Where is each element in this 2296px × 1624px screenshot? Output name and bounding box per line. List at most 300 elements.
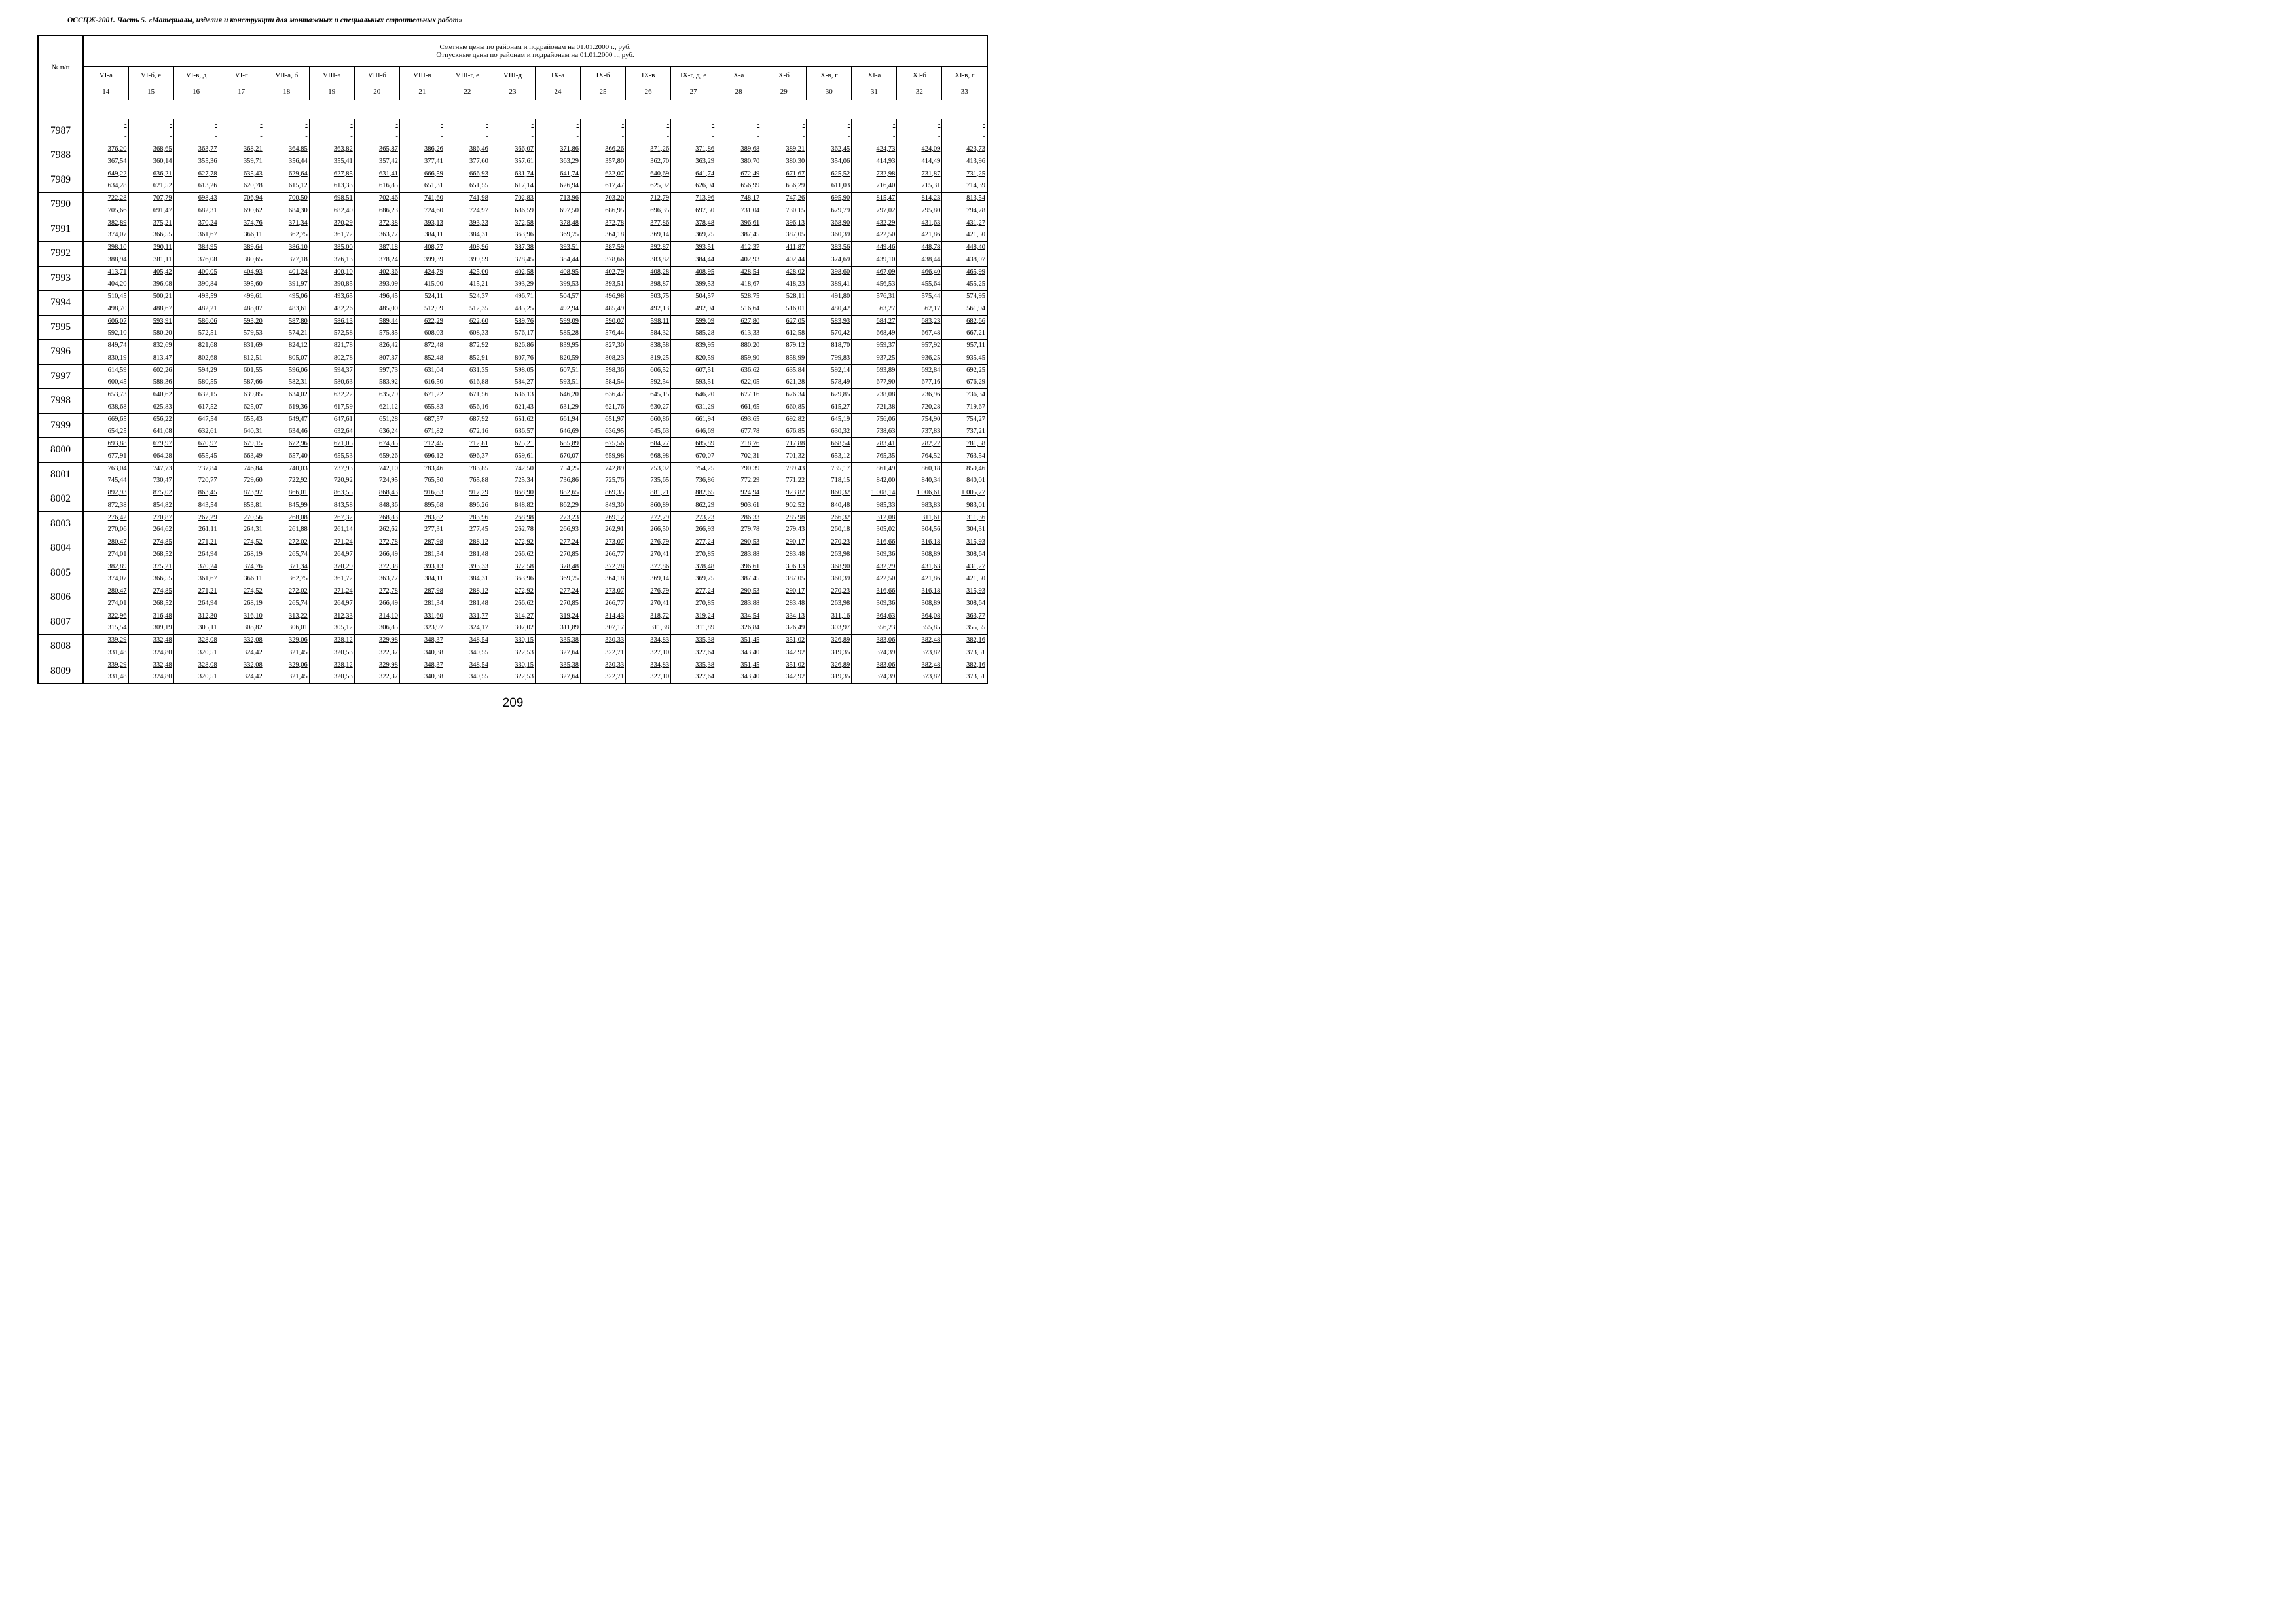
- estimate-price: 311,61: [921, 513, 941, 521]
- estimate-price: 661,94: [695, 415, 715, 423]
- estimate-price: 684,77: [650, 440, 670, 447]
- release-price: 731,04: [740, 206, 760, 214]
- price-cell: [354, 364, 399, 389]
- estimate-price: 363,77: [198, 145, 217, 153]
- price-cell: [445, 364, 490, 389]
- price-cell: [942, 487, 987, 512]
- price-cell: [445, 413, 490, 438]
- price-cell: [128, 168, 173, 193]
- price-cell: [626, 143, 671, 168]
- estimate-price: 271,24: [333, 587, 353, 595]
- estimate-price: 789,43: [786, 464, 805, 472]
- price-cell: [852, 119, 897, 143]
- price-cell: [671, 561, 716, 585]
- price-cell: [942, 266, 987, 291]
- table-row: [38, 438, 987, 463]
- estimate-price: 737,84: [198, 464, 217, 472]
- release-price: 655,45: [198, 452, 217, 460]
- release-price: 322,53: [515, 673, 534, 680]
- estimate-price: 882,65: [560, 489, 579, 496]
- row-number: 8004: [38, 536, 83, 561]
- price-cell: [354, 536, 399, 561]
- release-price: -: [983, 133, 985, 140]
- column-number: 20: [354, 84, 399, 100]
- release-price: 327,10: [650, 648, 670, 656]
- price-cell: [671, 315, 716, 340]
- release-price: 659,26: [378, 452, 398, 460]
- estimate-price: 390,11: [153, 244, 172, 251]
- price-cell: [897, 266, 942, 291]
- release-price: 625,92: [650, 182, 670, 189]
- release-price: 390,85: [333, 280, 353, 287]
- estimate-price: 685,89: [560, 440, 579, 447]
- estimate-price: 627,85: [333, 170, 353, 177]
- release-price: 584,27: [515, 378, 534, 386]
- release-price: 262,91: [605, 526, 625, 533]
- price-cell: [309, 487, 354, 512]
- release-price: 384,11: [424, 231, 443, 238]
- release-price: 516,64: [740, 304, 760, 312]
- estimate-price: 368,65: [153, 145, 172, 153]
- price-cell: [399, 242, 445, 267]
- price-cell: [445, 438, 490, 463]
- price-cell: [490, 193, 535, 217]
- estimate-price: 467,09: [876, 268, 896, 276]
- estimate-price: 377,86: [650, 563, 670, 570]
- release-price: 399,53: [560, 280, 579, 287]
- price-cell: [399, 561, 445, 585]
- price-cell: [445, 511, 490, 536]
- estimate-price: 661,94: [560, 415, 579, 423]
- page-number: 209: [502, 696, 524, 710]
- estimate-price: 647,61: [333, 415, 353, 423]
- release-price: 354,06: [831, 157, 850, 165]
- price-cell: [626, 536, 671, 561]
- price-cell: [852, 659, 897, 684]
- release-price: 512,35: [469, 304, 488, 312]
- price-cell: [83, 635, 128, 659]
- estimate-price: 316,18: [921, 587, 941, 595]
- release-price: 656,99: [740, 182, 760, 189]
- release-price: 690,62: [243, 206, 263, 214]
- release-price: 366,11: [244, 575, 263, 582]
- price-cell: [399, 635, 445, 659]
- estimate-price: 366,26: [605, 145, 625, 153]
- release-price: 279,78: [740, 526, 760, 533]
- price-cell: [354, 389, 399, 414]
- estimate-price: 431,63: [921, 219, 941, 227]
- release-price: 306,85: [378, 624, 398, 631]
- price-cell: [264, 266, 309, 291]
- estimate-price: 606,07: [107, 317, 127, 325]
- price-cell: [219, 438, 264, 463]
- release-price: 393,09: [378, 280, 398, 287]
- estimate-price: 372,78: [605, 219, 625, 227]
- release-price: 306,01: [288, 624, 308, 631]
- column-number: 21: [399, 84, 445, 100]
- release-price: 361,67: [198, 575, 217, 582]
- estimate-price: 754,25: [695, 464, 715, 472]
- release-price: 387,05: [786, 231, 805, 238]
- price-cell: [309, 585, 354, 610]
- estimate-price: 916,83: [424, 489, 443, 496]
- price-cell: [173, 364, 219, 389]
- estimate-price: 783,85: [469, 464, 488, 472]
- release-price: 936,25: [921, 354, 941, 361]
- estimate-price: 424,79: [424, 268, 443, 276]
- release-price: 735,65: [650, 477, 670, 484]
- release-price: 268,19: [243, 599, 263, 607]
- release-price: 701,32: [786, 452, 805, 460]
- price-cell: [173, 119, 219, 143]
- release-price: 664,28: [153, 452, 172, 460]
- price-cell: [626, 585, 671, 610]
- release-price: 266,49: [378, 599, 398, 607]
- price-cell: [445, 561, 490, 585]
- estimate-price: 335,38: [560, 661, 579, 669]
- release-price: 266,93: [695, 526, 715, 533]
- estimate-price: 389,64: [243, 244, 263, 251]
- estimate-price: 283,96: [469, 513, 488, 521]
- release-price: 616,88: [469, 378, 488, 386]
- release-price: 686,95: [605, 206, 625, 214]
- estimate-price: 1 008,14: [871, 489, 896, 496]
- estimate-price: 832,69: [153, 342, 172, 349]
- price-cell: [807, 340, 852, 365]
- estimate-price: 702,83: [515, 194, 534, 202]
- price-cell: [626, 413, 671, 438]
- price-cell: [173, 511, 219, 536]
- estimate-price: 382,89: [107, 563, 127, 570]
- price-cell: [897, 143, 942, 168]
- estimate-price: 335,38: [560, 637, 579, 644]
- estimate-price: 493,59: [198, 293, 217, 300]
- release-price: 842,00: [876, 477, 896, 484]
- estimate-price: 651,62: [515, 415, 534, 423]
- estimate-price: 496,98: [605, 293, 625, 300]
- price-cell: [942, 462, 987, 487]
- price-cell: [942, 659, 987, 684]
- price-cell: [761, 536, 807, 561]
- estimate-price: 386,46: [469, 145, 488, 153]
- release-price: -: [441, 133, 443, 140]
- release-price: 367,54: [107, 157, 127, 165]
- price-cell: [626, 635, 671, 659]
- price-cell: [445, 119, 490, 143]
- estimate-price: 671,56: [469, 391, 488, 398]
- estimate-price: 713,96: [695, 194, 715, 202]
- release-price: 281,48: [469, 550, 488, 558]
- price-cell: [219, 462, 264, 487]
- table-row: [38, 659, 987, 684]
- estimate-price: 742,89: [605, 464, 625, 472]
- price-cell: [399, 340, 445, 365]
- release-price: 903,61: [740, 501, 760, 509]
- estimate-price: 370,24: [198, 219, 217, 227]
- release-price: 421,86: [921, 575, 941, 582]
- estimate-price: 311,16: [831, 612, 850, 619]
- price-cell: [761, 291, 807, 316]
- estimate-price: 575,44: [921, 293, 941, 300]
- estimate-price: 398,10: [107, 244, 127, 251]
- release-price: 677,90: [876, 378, 896, 386]
- release-price: 676,29: [966, 378, 985, 386]
- release-price: 378,66: [605, 255, 625, 263]
- estimate-price: 375,21: [153, 219, 172, 227]
- price-cell: [219, 659, 264, 684]
- release-price: 584,54: [605, 378, 625, 386]
- release-price: 324,80: [153, 648, 172, 656]
- release-price: 840,01: [966, 477, 985, 484]
- release-price: 655,53: [333, 452, 353, 460]
- estimate-price: 586,06: [198, 317, 217, 325]
- release-price: 572,51: [198, 329, 217, 337]
- estimate-price: 868,43: [378, 489, 398, 496]
- estimate-price: 363,77: [966, 612, 985, 619]
- price-cell: [309, 511, 354, 536]
- price-cell: [309, 143, 354, 168]
- row-number: 7996: [38, 340, 83, 365]
- price-cell: [354, 462, 399, 487]
- release-price: 765,88: [469, 477, 488, 484]
- estimate-price: 957,92: [921, 342, 941, 349]
- release-price: 668,98: [650, 452, 670, 460]
- release-price: 848,82: [515, 501, 534, 509]
- estimate-price: 331,77: [469, 612, 488, 619]
- estimate-price: 594,29: [198, 366, 217, 374]
- region-header: XI-в, г: [942, 66, 987, 84]
- release-price: 421,86: [921, 231, 941, 238]
- estimate-price: 641,74: [560, 170, 579, 177]
- estimate-price: 277,24: [560, 538, 579, 545]
- estimate-price: 364,63: [876, 612, 896, 619]
- estimate-price: 432,29: [876, 563, 896, 570]
- estimate-price: 365,87: [378, 145, 398, 153]
- estimate-price: -: [486, 120, 488, 128]
- price-cell: [264, 315, 309, 340]
- estimate-price: 754,27: [966, 415, 985, 423]
- price-cell: [626, 389, 671, 414]
- release-price: 696,37: [469, 452, 488, 460]
- release-price: 656,16: [469, 403, 488, 411]
- release-price: 308,64: [966, 599, 985, 607]
- price-cell: [761, 511, 807, 536]
- release-price: -: [350, 133, 353, 140]
- estimate-price: 866,01: [288, 489, 308, 496]
- estimate-price: 629,64: [288, 170, 308, 177]
- release-price: 383,82: [650, 255, 670, 263]
- price-cell: [354, 315, 399, 340]
- release-price: 373,51: [966, 648, 985, 656]
- release-price: 621,43: [515, 403, 534, 411]
- release-price: 492,13: [650, 304, 670, 312]
- estimate-price: 290,17: [786, 587, 805, 595]
- price-cell: [852, 536, 897, 561]
- estimate-price: 465,99: [966, 268, 985, 276]
- estimate-price: 351,02: [786, 637, 805, 644]
- estimate-price: 448,40: [966, 244, 985, 251]
- release-price: 374,39: [876, 673, 896, 680]
- release-price: 724,95: [378, 477, 398, 484]
- price-cell: [626, 487, 671, 512]
- release-price: 720,28: [921, 403, 941, 411]
- price-cell: [173, 610, 219, 635]
- price-cell: [219, 511, 264, 536]
- price-cell: [83, 168, 128, 193]
- price-cell: [761, 635, 807, 659]
- release-price: 715,31: [921, 182, 941, 189]
- price-cell: [309, 291, 354, 316]
- estimate-price: 371,86: [695, 145, 715, 153]
- price-cell: [490, 217, 535, 242]
- price-cell: [716, 242, 761, 267]
- release-price: 304,56: [921, 526, 941, 533]
- release-price: 585,28: [560, 329, 579, 337]
- price-cell: [807, 119, 852, 143]
- price-cell: [264, 635, 309, 659]
- price-cell: [219, 389, 264, 414]
- estimate-price: 274,52: [243, 538, 263, 545]
- release-price: 270,41: [650, 550, 670, 558]
- release-price: 421,50: [966, 575, 985, 582]
- price-cell: [128, 315, 173, 340]
- release-price: 377,41: [424, 157, 443, 165]
- release-price: 369,75: [560, 575, 579, 582]
- price-cell: [671, 413, 716, 438]
- release-price: 357,42: [378, 157, 398, 165]
- price-cell: [445, 217, 490, 242]
- estimate-price: 363,82: [333, 145, 353, 153]
- release-price: 308,82: [243, 624, 263, 631]
- estimate-price: 599,09: [695, 317, 715, 325]
- price-cell: [399, 315, 445, 340]
- price-cell: [761, 438, 807, 463]
- estimate-price: 311,36: [966, 513, 985, 521]
- estimate-price: 736,34: [966, 391, 985, 398]
- release-price: 357,61: [515, 157, 534, 165]
- table-row: [38, 242, 987, 267]
- release-price: 763,54: [966, 452, 985, 460]
- estimate-price: 790,39: [740, 464, 760, 472]
- estimate-price: 387,38: [515, 244, 534, 251]
- region-header: X-в, г: [807, 66, 852, 84]
- estimate-price: -: [621, 120, 625, 128]
- price-cell: [399, 610, 445, 635]
- release-price: 305,11: [198, 624, 217, 631]
- estimate-price: 316,18: [921, 538, 941, 545]
- price-cell: [219, 487, 264, 512]
- release-price: 361,67: [198, 231, 217, 238]
- estimate-price: 826,86: [515, 342, 534, 349]
- release-price: 283,88: [740, 599, 760, 607]
- price-cell: [219, 315, 264, 340]
- estimate-price: 314,27: [515, 612, 534, 619]
- price-cell: [173, 585, 219, 610]
- price-cell: [219, 610, 264, 635]
- estimate-price: 692,84: [921, 366, 941, 374]
- estimate-price: 348,37: [424, 637, 443, 644]
- price-cell: [399, 536, 445, 561]
- estimate-price: 528,75: [740, 293, 760, 300]
- release-price: 668,49: [876, 329, 896, 337]
- column-number: 31: [852, 84, 897, 100]
- price-cell: [897, 168, 942, 193]
- price-cell: [581, 511, 626, 536]
- release-price: 364,18: [605, 231, 625, 238]
- price-cell: [581, 242, 626, 267]
- estimate-price: 881,21: [650, 489, 670, 496]
- row-number: 7989: [38, 168, 83, 193]
- estimate-price: 821,68: [198, 342, 217, 349]
- estimate-price: 656,22: [153, 415, 172, 423]
- price-cell: [716, 364, 761, 389]
- price-cell: [852, 315, 897, 340]
- table-row: [38, 340, 987, 365]
- release-price: 799,83: [831, 354, 850, 361]
- region-header: XI-а: [852, 66, 897, 84]
- release-price: 653,12: [831, 452, 850, 460]
- price-cell: [354, 635, 399, 659]
- estimate-price: 370,24: [198, 563, 217, 570]
- price-cell: [626, 438, 671, 463]
- estimate-price: 386,10: [288, 244, 308, 251]
- estimate-price: 330,33: [605, 661, 625, 669]
- release-price: 705,66: [107, 206, 127, 214]
- price-cell: [173, 659, 219, 684]
- release-price: 305,02: [876, 526, 896, 533]
- release-price: 634,46: [288, 428, 308, 435]
- blank-cell: [83, 100, 987, 119]
- price-cell: [942, 438, 987, 463]
- release-price: 264,94: [198, 550, 217, 558]
- release-price: 455,25: [966, 280, 985, 287]
- price-cell: [309, 561, 354, 585]
- estimate-price: 290,53: [740, 538, 760, 545]
- region-header: X-а: [716, 66, 761, 84]
- estimate-price: 268,83: [378, 513, 398, 521]
- estimate-price: 593,91: [153, 317, 172, 325]
- region-header: VI-г: [219, 66, 264, 84]
- release-price: 820,59: [695, 354, 715, 361]
- price-cell: [354, 487, 399, 512]
- release-price: 266,49: [378, 550, 398, 558]
- price-cell: [716, 487, 761, 512]
- price-cell: [671, 242, 716, 267]
- release-price: 593,51: [560, 378, 579, 386]
- estimate-price: 330,33: [605, 637, 625, 644]
- price-cell: [219, 585, 264, 610]
- release-price: 611,03: [831, 182, 850, 189]
- release-price: 309,36: [876, 550, 896, 558]
- release-price: 480,42: [831, 304, 850, 312]
- release-price: 320,53: [333, 673, 353, 680]
- release-price: 384,44: [560, 255, 579, 263]
- estimate-price: 328,08: [198, 637, 217, 644]
- release-price: -: [576, 133, 579, 140]
- price-cell: [581, 487, 626, 512]
- document-header: ОССЦЖ-2001. Часть 5. «Материалы, изделия и конструкции для монтажных и специальных строительных работ»: [67, 16, 463, 24]
- release-price: 580,55: [198, 378, 217, 386]
- release-price: 488,07: [243, 304, 263, 312]
- estimate-price: 334,83: [650, 637, 670, 644]
- release-price: 360,39: [831, 231, 850, 238]
- price-cell: [490, 585, 535, 610]
- estimate-price: 524,11: [424, 293, 443, 300]
- price-cell: [626, 266, 671, 291]
- price-cell: [490, 635, 535, 659]
- price-cell: [852, 242, 897, 267]
- price-cell: [535, 291, 580, 316]
